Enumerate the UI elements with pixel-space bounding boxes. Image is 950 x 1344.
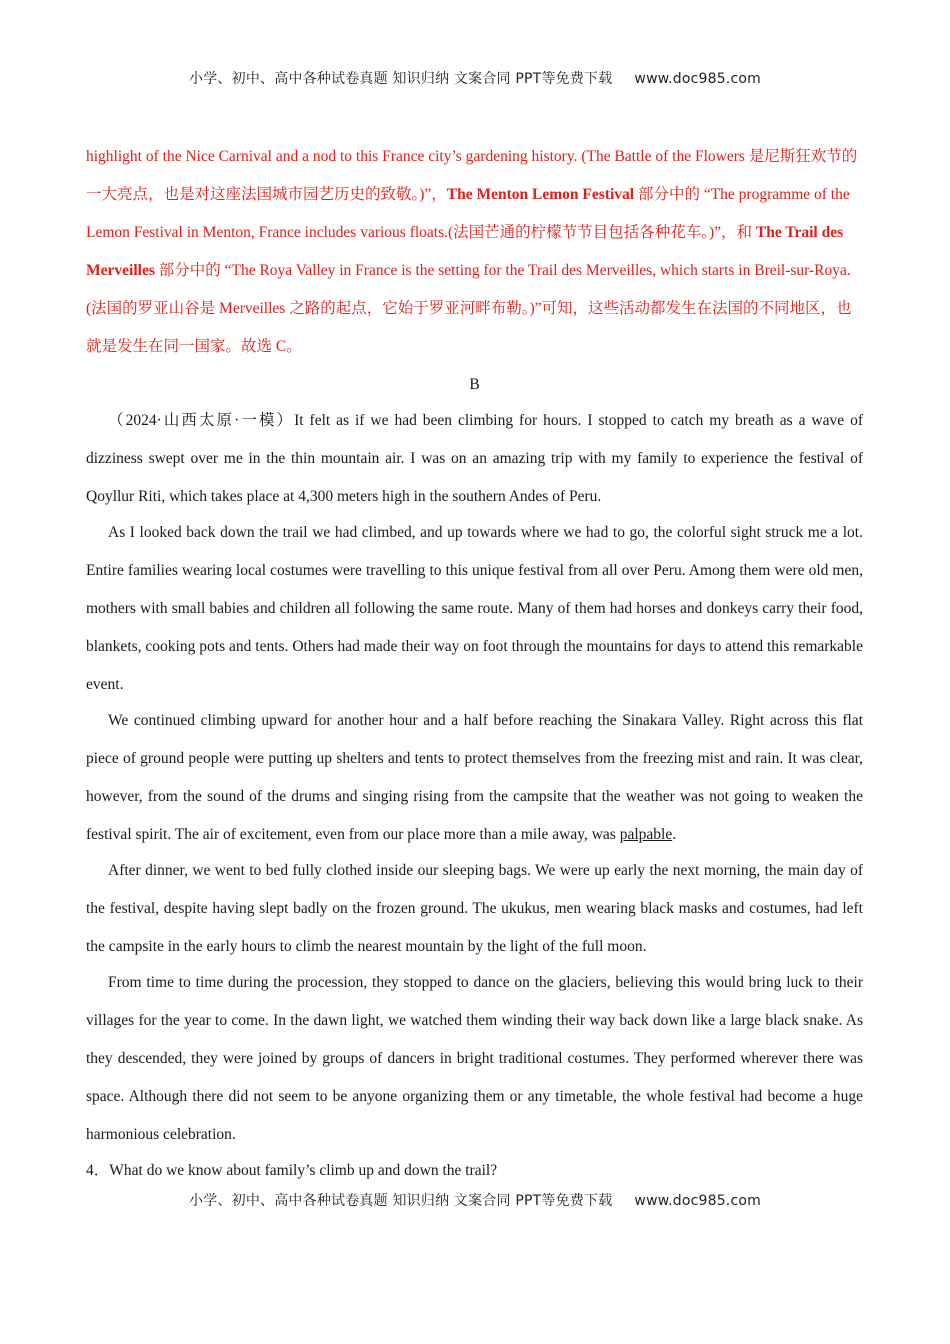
paragraph-3-end: . xyxy=(672,826,677,843)
section-label: B xyxy=(469,376,480,393)
answer-bold-2: The Trail des Merveilles xyxy=(86,224,844,279)
passage-paragraph-2: As I looked back down the trail we had climbed, and up towards where we had to go, the colorful sight struck me a lot. Entire families wearing local costumes were travelling to this unique festival from all over Peru. Among them were old men, mothers with small babies and children all following the same route. Many of them had horses and donkeys carry their food, blankets, cooking pots and tents. Others had made their way on foot through the mountains for days to attend this remarkable event. xyxy=(86,524,863,693)
answer-text-1: highlight of the Nice Carnival and a nod to this France city’s gardening history. (The Battle of the Flowers 是尼斯狂欢节的一大亮点，也是对这座法国城市园艺历史的致敬。)”， xyxy=(86,148,858,203)
passage-paragraph-3 xyxy=(86,702,863,854)
page-header xyxy=(0,68,950,88)
underlined-word: palpable xyxy=(619,826,673,843)
answer-bold-1: The Menton Lemon Festival xyxy=(446,186,635,203)
document-body xyxy=(86,138,863,1190)
answer-text-3: 部分中的 “The Roya Valley in France is the setting for the Trail des Merveilles, which starts in Breil-sur-Roya.(法国的罗亚山谷是 Merveilles 之路的起点，它始于罗亚河畔布勒。)”可知，这些活动都发生在法国的不同地区，也就是发生在同一国家。故选 C。 xyxy=(86,262,852,355)
answer-text-2: 部分中的 “The programme of the Lemon Festival in Menton, France includes various floats.(法国芒通的柠檬节节目包括各种花车。)”，和 xyxy=(86,186,850,241)
answer-explanation xyxy=(86,138,863,366)
question-4: 4．What do we know about family’s climb up and down the trail? xyxy=(86,1162,498,1179)
footer-site-link[interactable]: www.doc985.com xyxy=(634,1193,761,1209)
paragraph-3-text: We continued climbing upward for another hour and a half before reaching the Sinakara Valley. Right across this flat piece of ground people were putting up shelters and tents to protect themselves from the freezing mist and rain. It was clear, however, from the sound of the drums and singing rising from the campsite that the weather was not going to weaken the festival spirit. The air of excitement, even from our place more than a mile away, was xyxy=(86,712,863,843)
header-slogan: 小学、初中、高中各种试卷真题 知识归纳 文案合同 PPT等免费下载 xyxy=(189,71,613,87)
page-footer xyxy=(0,1190,950,1210)
header-site-link[interactable]: www.doc985.com xyxy=(634,71,761,87)
passage-paragraph-4: After dinner, we went to bed fully clothed inside our sleeping bags. We were up early the next morning, the main day of the festival, despite having slept badly on the frozen ground. The ukukus, men wearing black masks and costumes, had left the campsite in the early hours to climb the nearest mountain by the light of the full moon. xyxy=(86,862,863,955)
footer-slogan: 小学、初中、高中各种试卷真题 知识归纳 文案合同 PPT等免费下载 xyxy=(189,1193,613,1209)
passage-paragraph-1: （2024·山西太原·一模）It felt as if we had been climbing for hours. I stopped to catch my breath as a wave of dizziness swept over me in the thin mountain air. I was on an amazing trip with my family to experience the festival of Qoyllur Riti, which takes place at 4,300 meters high in the southern Andes of Peru. xyxy=(86,412,863,505)
passage-paragraph-5: From time to time during the procession, they stopped to dance on the glaciers, believing this would bring luck to their villages for the year to come. In the dawn light, we watched them winding their way back down like a large black snake. As they descended, they were joined by groups of dancers in bright traditional costumes. They performed wherever there was space. Although there did not seem to be anyone organizing them or any timetable, the whole festival had become a huge harmonious celebration. xyxy=(86,974,863,1143)
